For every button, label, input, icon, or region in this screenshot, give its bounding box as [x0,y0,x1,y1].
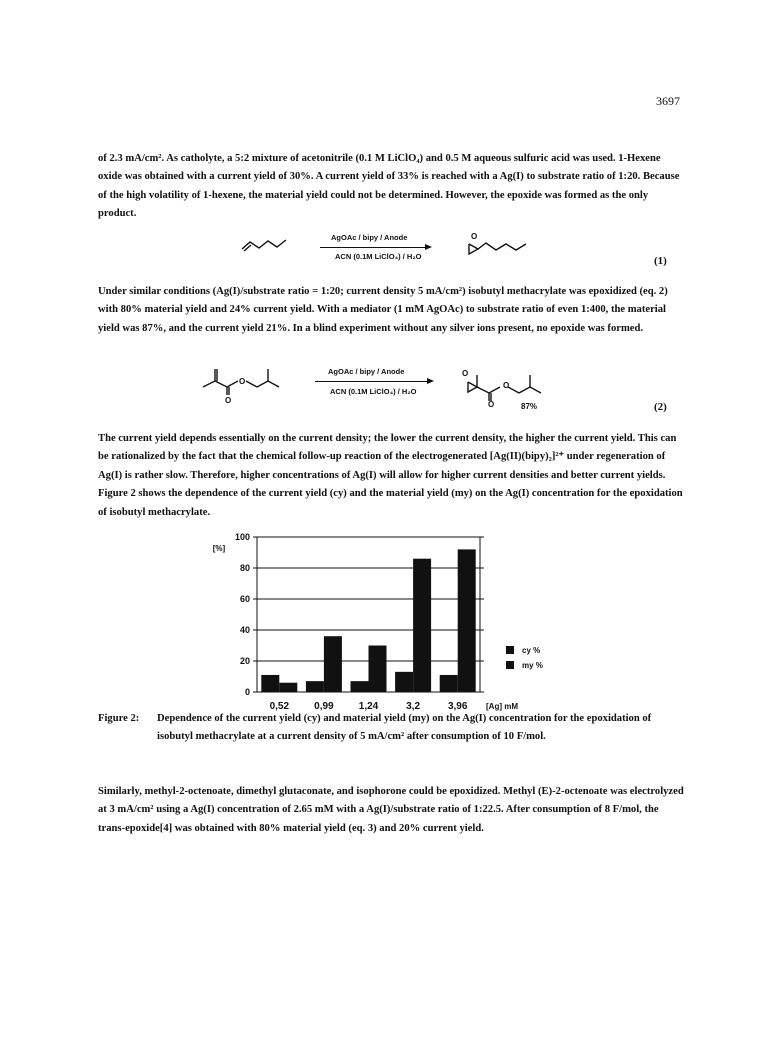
bar-cy [261,675,279,692]
x-tick-label: 3,96 [447,701,468,712]
y-axis-label: [%] [212,544,226,553]
legend-label: cy % [522,646,541,655]
page-number: 3697 [656,94,680,108]
bar-my [324,636,342,692]
x-tick-label: 0,99 [314,701,334,712]
eq1-label: (1) [654,255,667,267]
paragraph-2-text: Under similar conditions (Ag(I)/substrate ratio = 1:20; current density 5 mA/cm²) isobutyl methacrylate was epoxidized (eq. 2) with 80% material yield and 24% current yield. With a mediator (1 mM AgOAc) to substrate ratio of even 1:400, the material yield was 87%, and the current yield 21%. In a blind experiment without any silver ions present, no epoxide was formed. [98,286,668,334]
figure-label: Figure 2: [98,713,140,724]
hexene-structure [240,235,290,255]
eq1-oxygen: O [471,232,478,241]
eq1-reagent-bottom: ACN (0.1M LiClO₄) / H₂O [335,252,422,261]
paragraph-4-text: Similarly, methyl-2-octenoate, dimethyl glutaconate, and isophorone could be epoxidized. Methyl (E)-2-octenoate was electrolyzed at 3 mA/cm² using a Ag(I) concentration of 2.65 mM with a Ag(I)/substrate ratio of 1:22.5. After consumption of 8 F/mol, the trans-epoxide[4] was obtained with 80% material yield (eq. 3) and 20% current yield. [98,786,684,834]
bar-my [369,646,387,693]
epoxide-product-structure [465,368,565,408]
paragraph-3 [98,430,686,522]
paragraph-4 [98,783,686,838]
eq1-arrow [320,247,430,248]
y-tick-label: 60 [239,594,250,604]
y-tick-label: 20 [239,656,250,666]
bar-cy [440,675,458,692]
legend-label: my % [522,661,543,670]
bar-cy [306,681,324,692]
eq1-reagent-top: AgOAc / bipy / Anode [331,233,408,242]
bar-chart-figure-2 [190,525,570,715]
y-tick-label: 100 [234,532,250,542]
x-axis-label: [Ag] mM [486,702,518,711]
eq2-yield: 87% [521,402,538,411]
eq2-epoxide-oxygen: O [462,369,469,378]
eq2-carbonyl-oxygen: O [225,396,232,405]
bar-cy [395,672,413,692]
bar-my [413,559,431,692]
x-tick-label: 1,24 [358,701,379,712]
eq2-reagent-top: AgOAc / bipy / Anode [328,367,405,376]
paragraph-3-text: The current yield depends essentially on the current density; the lower the current density, the higher the current yield. This can be rationalized by the fact that the chemical follow-up reaction of the electrogenerated [Ag(II)(bipy)₂]²⁺ under regeneration of Ag(I) is rather slow. Therefore, higher concentrations of Ag(I) will allow for higher current densities and better current yields. Figure 2 shows the dependence of the current yield (cy) and the material yield (my) on the Ag(I) concentration for the epoxidation of isobutyl methacrylate. [98,433,683,518]
eq2-label: (2) [654,401,667,413]
bar-cy [351,681,369,692]
eq2-product-ester-oxygen: O [503,381,510,390]
eq2-ester-oxygen: O [239,377,246,386]
y-tick-label: 80 [239,563,250,573]
paragraph-1 [98,150,686,224]
figure-caption-text: Dependence of the current yield (cy) and material yield (my) on the Ag(I) concentration for the epoxidation of isobutyl methacrylate at a current density of 5 mA/cm² after consumption of 10 F/mol. [157,713,652,742]
x-tick-label: 3,2 [406,701,421,712]
eq2-product-carbonyl-oxygen: O [488,400,495,409]
eq2-reagent-bottom: ACN (0.1M LiClO₄) / H₂O [330,387,417,396]
y-tick-label: 40 [239,625,250,635]
x-tick-label: 0,52 [269,701,290,712]
legend-swatch [506,661,514,669]
hexene-oxide-structure [466,238,546,262]
eq2-arrow [315,381,432,382]
paragraph-1-text: of 2.3 mA/cm². As catholyte, a 5:2 mixture of acetonitrile (0.1 M LiClO₄) and 0.5 M aqueous sulfuric acid was used. 1-Hexene oxide was obtained with a current yield of 30%. A current yield of 33% is reached with a Ag(I) to substrate ratio of 1:20. Because of the high volatility of 1-hexene, the material yield could not be determined. However, the epoxide was formed as the only product. [98,153,680,220]
isobutyl-methacrylate-structure [200,365,295,405]
bar-my [279,683,297,692]
bar-my [458,549,476,692]
paragraph-2 [98,283,686,338]
legend-swatch [506,646,514,654]
y-tick-label: 0 [244,687,250,697]
